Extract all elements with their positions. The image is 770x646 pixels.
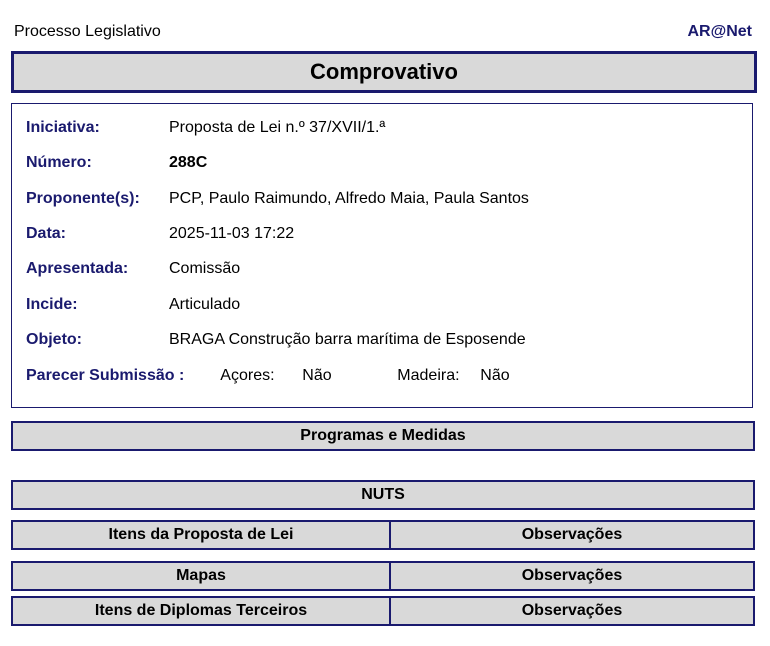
field-value: BRAGA Construção barra marítima de Esposende [169,331,526,348]
field-apresentada [26,258,240,280]
field-label: Apresentada: [26,260,129,277]
field-label: Proponente(s): [26,190,140,207]
field-label: Parecer Submissão : [26,367,185,384]
field-value: Proposta de Lei n.º 37/XVII/1.ª [169,119,386,136]
field-incide [26,294,240,316]
acores-value: Não [302,367,332,384]
field-iniciativa [26,117,385,139]
field-data [26,223,294,245]
field-value: PCP, Paulo Raimundo, Alfredo Maia, Paula Santos [169,190,529,207]
section-itens-diplomas [11,596,755,626]
field-label: Iniciativa: [26,119,100,136]
column-header: Observações [521,567,623,584]
section-programas-medidas [11,421,755,451]
field-parecer [26,365,510,387]
column-header: Itens de Diplomas Terceiros [13,598,391,624]
field-numero [26,152,207,174]
section-nuts [11,480,755,510]
field-label: Data: [26,225,67,242]
column-header: Itens da Proposta de Lei [13,522,391,548]
section-itens-proposta [11,520,755,550]
section-title: Programas e Medidas [300,427,466,444]
madeira-label: Madeira: [397,367,460,384]
section-title: NUTS [361,486,405,503]
section-mapas [11,561,755,591]
field-label: Incide: [26,296,78,313]
field-value: 288C [169,154,208,171]
madeira-value: Não [480,367,510,384]
acores-label: Açores: [220,367,275,384]
brand-logo-text: AR@Net [687,23,752,40]
page-title-box [11,51,757,93]
top-header [14,22,752,42]
field-objeto [26,329,526,351]
column-header: Mapas [13,563,391,589]
field-value: 2025-11-03 17:22 [169,225,295,242]
field-label: Objeto: [26,331,82,348]
field-value: Comissão [169,260,241,277]
field-value: Articulado [169,296,241,313]
page-title: Comprovativo [310,59,458,84]
details-panel [11,103,753,408]
field-label: Número: [26,154,92,171]
column-header: Observações [521,526,623,543]
app-section-title: Processo Legislativo [14,23,161,40]
column-header: Observações [521,602,623,619]
field-proponentes [26,188,529,210]
